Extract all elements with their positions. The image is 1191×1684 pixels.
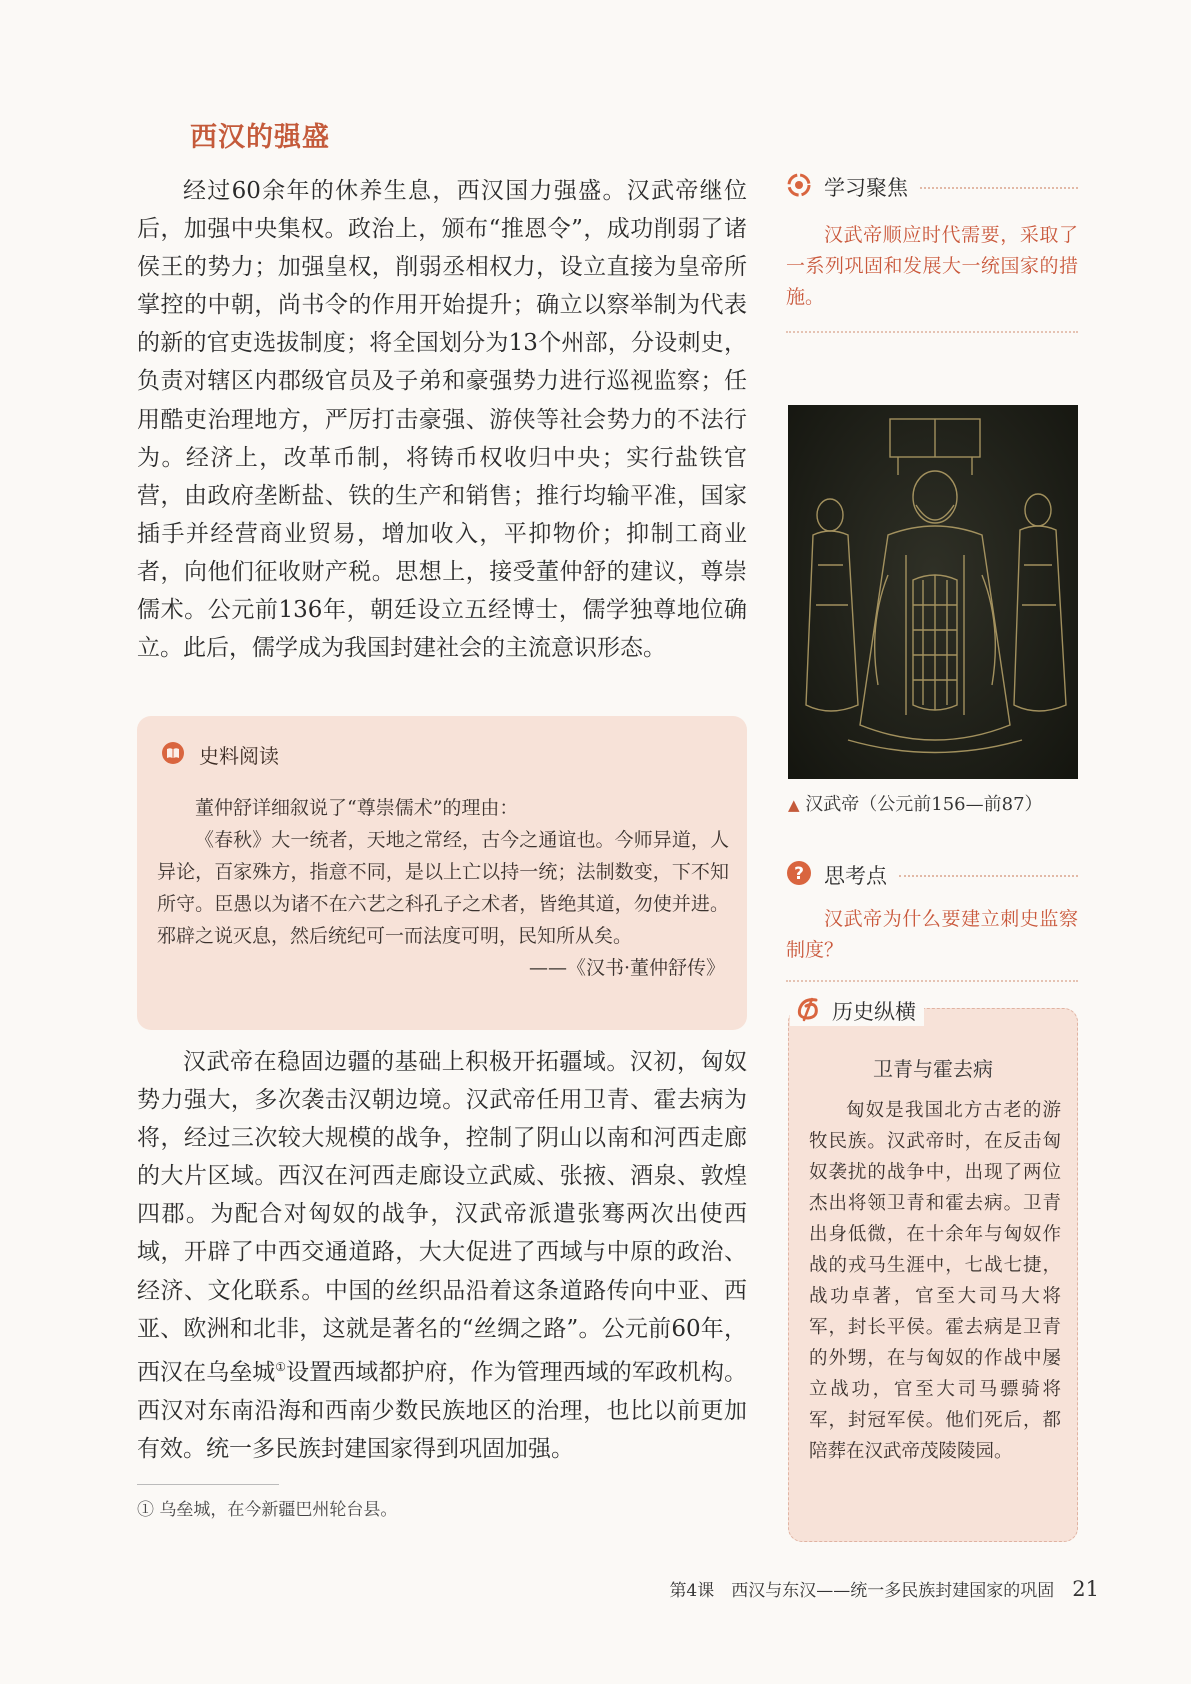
page-number: 21: [1072, 1577, 1099, 1601]
source-reading-box: [137, 716, 747, 1030]
divider: [786, 980, 1078, 982]
footnote: ① 乌垒城，在今新疆巴州轮台县。: [137, 1500, 398, 1520]
para2-part-b: 设置西域都护府，作为管理西域的军政机构。西汉对东南沿海和西南少数民族地区的治理，也比以前更加有效。统一多民族封建国家得到巩固加强。: [137, 1359, 748, 1462]
para2-part-a: 汉武帝在稳固边疆的基础上积极开拓疆域。汉初，匈奴势力强大，多次袭击汉朝边境。汉武帝任用卫青、霍去病为将，经过三次较大规模的战争，控制了阴山以南和河西走廊的大片区域。西汉在河西走廊设立武威、张掖、酒泉、敦煌四郡。为配合对匈奴的战争，汉武帝派遣张骞两次出使西域，开辟了中西交通道路，大大促进了西域与中原的政治、经济、文化联系。中国的丝织品沿着这条道路传向中亚、西亚、欧洲和北非，这就是著名的“丝绸之路”。公元前60年，西汉在乌垒城: [137, 1049, 747, 1386]
think-point-text: 汉武帝为什么要建立刺史监察制度？: [786, 908, 1078, 961]
svg-text:?: ?: [794, 864, 804, 884]
lesson-title: 第4课 西汉与东汉——统一多民族封建国家的巩固: [669, 1581, 1055, 1601]
learning-focus-block: [786, 172, 1078, 333]
caption-marker: ▲: [788, 796, 800, 814]
portrait-caption: [788, 790, 1043, 816]
swirl-icon: [794, 996, 822, 1026]
think-point-block: [786, 860, 1078, 982]
footnote-divider: [137, 1484, 279, 1485]
source-quote: 《春秋》大一统者，天地之常经，古今之通谊也。今师异道，人异论，百家殊方，指意不同，是以上亡以持一统；法制数变，下不知所守。臣愚以为诸不在六艺之科孔子之术者，皆绝其道，勿使并进。邪辟之说灭息，然后统纪可一而法度可明，民知所从矣。: [157, 829, 729, 947]
question-icon: [786, 860, 812, 890]
source-reading-header: [161, 740, 279, 769]
body-paragraph-1: 经过60余年的休养生息，西汉国力强盛。汉武帝继位后，加强中央集权。政治上，颁布“推恩令”，成功削弱了诸侯王的势力；加强皇权，削弱丞相权力，设立直接为皇帝所掌控的中朝，尚书令的作用开始提升；确立以察举制为代表的新的官吏选拔制度；将全国划分为13个州部，分设刺史，负责对辖区内郡级官员及子弟和豪强势力进行巡视监察；任用酷吏治理地方，严厉打击豪强、游侠等社会势力的不法行为。经济上，改革币制，将铸币权收归中央；实行盐铁官营，由政府垄断盐、铁的生产和销售；推行均输平准，国家插手并经营商业贸易，增加收入，平抑物价；抑制工商业者，向他们征收财产税。思想上，接受董仲舒的建议，尊崇儒术。公元前136年，朝廷设立五经博士，儒学独尊地位确立。此后，儒学成为我国封建社会的主流意识形态。: [137, 178, 747, 662]
divider: [786, 331, 1078, 333]
history-panorama-title: 历史纵横: [832, 1000, 916, 1024]
target-icon: [786, 172, 812, 202]
divider: [899, 875, 1078, 877]
caption-text: 汉武帝（公元前156—前87）: [805, 794, 1043, 815]
history-text: 匈奴是我国北方古老的游牧民族。汉武帝时，在反击匈奴袭扰的战争中，出现了两位杰出将领卫青和霍去病。卫青出身低微，在十余年与匈奴作战的戎马生涯中，七战七捷，战功卓著，官至大司马大将军，封长平侯。霍去病是卫青的外甥，在与匈奴的作战中屡立战功，官至大司马骠骑将军，封冠军侯。他们死后，都陪葬在汉武帝茂陵陵园。: [809, 1100, 1061, 1462]
source-reading-title: 史料阅读: [199, 744, 279, 768]
history-subtitle: 卫青与霍去病: [873, 1057, 993, 1081]
learning-focus-title: 学习聚焦: [824, 176, 908, 200]
history-panorama-header: [790, 996, 924, 1026]
emperor-wu-portrait: [788, 405, 1078, 779]
footnote-marker[interactable]: ①: [275, 1359, 287, 1374]
learning-focus-text: 汉武帝顺应时代需要，采取了一系列巩固和发展大一统国家的措施。: [786, 224, 1078, 308]
body-paragraph-2: [137, 1043, 747, 1468]
divider: [920, 187, 1078, 189]
source-reading-body: [157, 792, 729, 984]
source-intro: 董仲舒详细叙说了“尊崇儒术”的理由：: [195, 797, 519, 819]
history-panorama-box: [788, 1008, 1078, 1542]
source-citation: ——《汉书·董仲舒传》: [528, 957, 725, 979]
think-point-title: 思考点: [824, 864, 887, 888]
book-icon: [161, 741, 185, 769]
section-title: 西汉的强盛: [190, 122, 330, 153]
page-footer: [669, 1576, 1099, 1601]
